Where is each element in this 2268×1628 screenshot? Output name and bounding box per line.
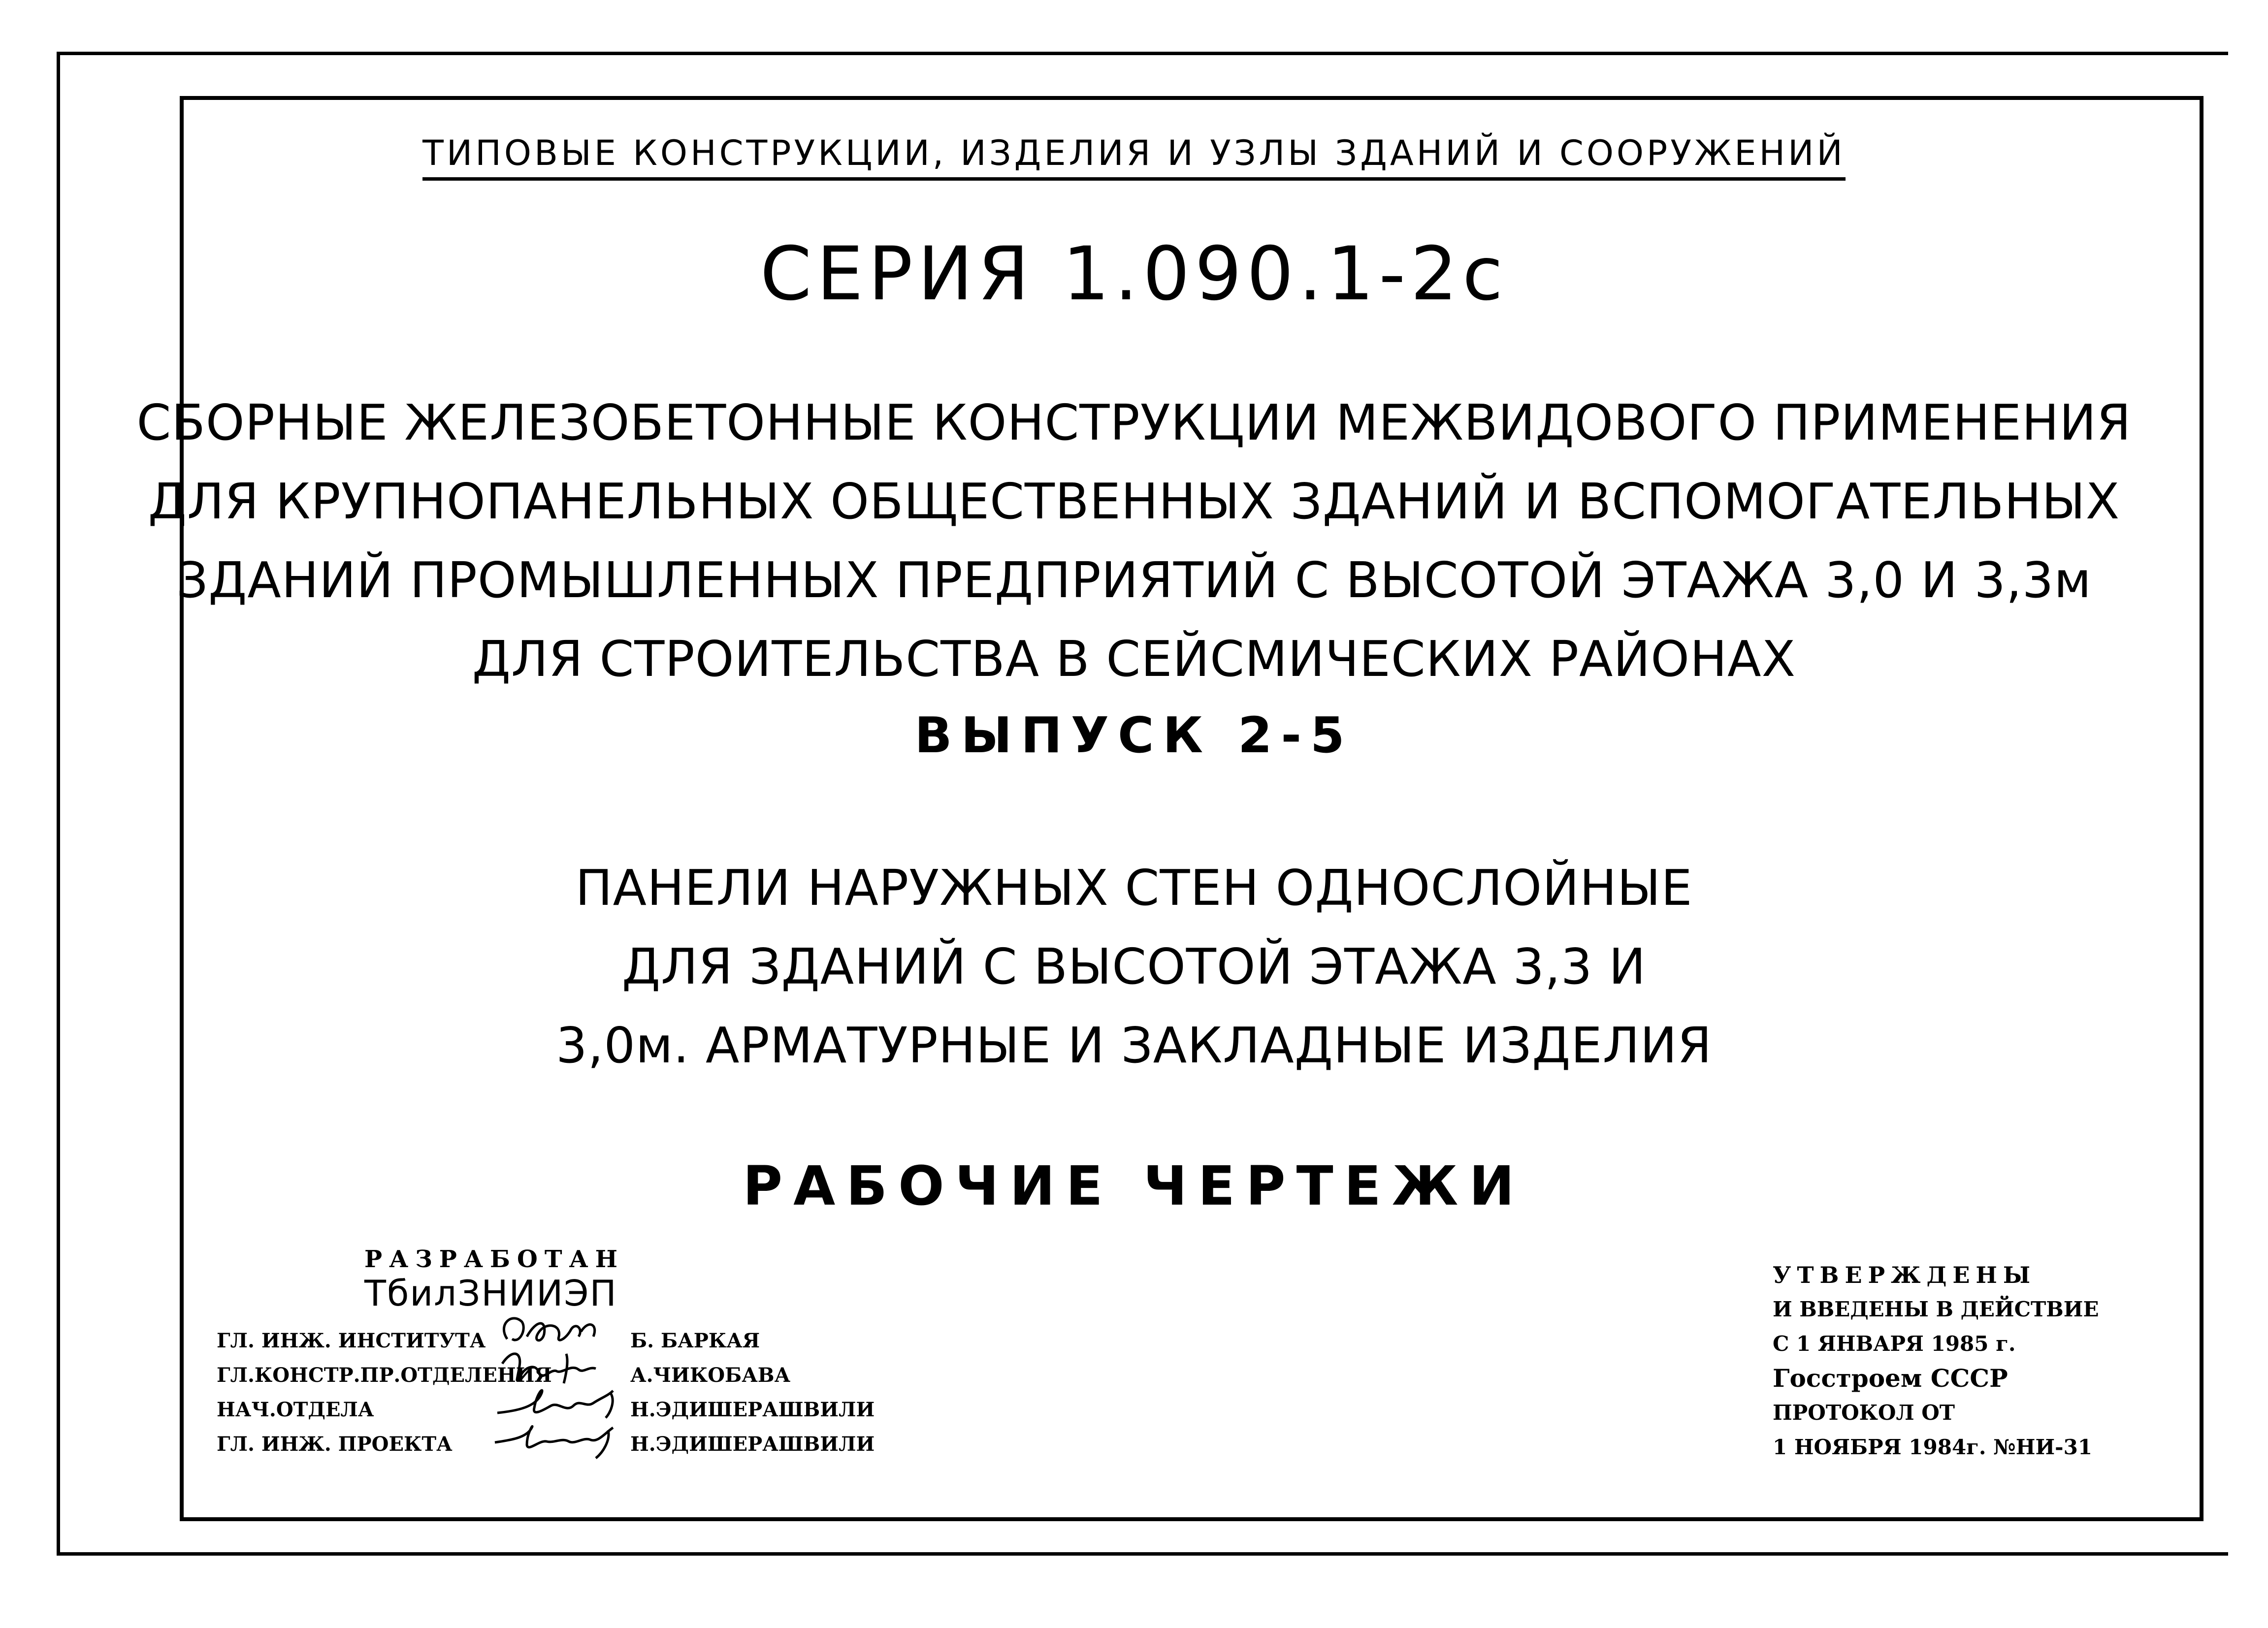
staff-name: А.ЧИКОБАВА: [630, 1364, 791, 1387]
description-line-2: ДЛЯ КРУПНОПАНЕЛЬНЫХ ОБЩЕСТВЕННЫХ ЗДАНИЙ И ВСПОМОГАТЕЛЬНЫХ: [148, 473, 2120, 530]
issue-label: ВЫПУСК 2-5: [914, 706, 1354, 764]
staff-role: ГЛ. ИНЖ. ИНСТИТУТА: [217, 1329, 486, 1352]
developer-heading: РАЗРАБОТАН: [364, 1245, 624, 1273]
developer-organization: ТбилЗНИИЭП: [364, 1273, 617, 1314]
staff-name: Б. БАРКАЯ: [630, 1329, 760, 1352]
document-kind: РАБОЧИЕ ЧЕРТЕЖИ: [743, 1154, 1525, 1217]
approval-line: И ВВЕДЕНЫ В ДЕЙСТВИЕ: [1773, 1297, 2099, 1321]
subject-line-1: ПАНЕЛИ НАРУЖНЫХ СТЕН ОДНОСЛОЙНЫЕ: [575, 859, 1693, 917]
header-title: [0, 133, 2268, 173]
staff-role: ГЛ.КОНСТР.ПР.ОТДЕЛЕНИЯ: [217, 1364, 552, 1387]
header-title-text: ТИПОВЫЕ КОНСТРУКЦИИ, ИЗДЕЛИЯ И УЗЛЫ ЗДАНИЙ И СООРУЖЕНИЙ: [422, 133, 1846, 181]
approval-heading: УТВЕРЖДЕНЫ: [1773, 1262, 2037, 1288]
approval-line: Госстроем СССР: [1773, 1364, 2008, 1393]
staff-name: Н.ЭДИШЕРАШВИЛИ: [630, 1398, 875, 1421]
approval-line: ПРОТОКОЛ ОТ: [1773, 1401, 1955, 1425]
description-line-1: СБОРНЫЕ ЖЕЛЕЗОБЕТОННЫЕ КОНСТРУКЦИИ МЕЖВИДОВОГО ПРИМЕНЕНИЯ: [136, 394, 2132, 451]
approval-line: 1 НОЯБРЯ 1984г. №НИ-31: [1773, 1435, 2093, 1459]
staff-name: Н.ЭДИШЕРАШВИЛИ: [630, 1433, 875, 1456]
approval-line: С 1 ЯНВАРЯ 1985 г.: [1773, 1332, 2016, 1356]
description-line-4: ДЛЯ СТРОИТЕЛЬСТВА В СЕЙСМИЧЕСКИХ РАЙОНАХ: [472, 630, 1796, 688]
signature-mark: [492, 1413, 625, 1460]
subject-line-2: ДЛЯ ЗДАНИЙ С ВЫСОТОЙ ЭТАЖА 3,3 И: [621, 938, 1647, 995]
staff-role: ГЛ. ИНЖ. ПРОЕКТА: [217, 1433, 453, 1456]
subject-line-3: 3,0м. АРМАТУРНЫЕ И ЗАКЛАДНЫЕ ИЗДЕЛИЯ: [555, 1017, 1713, 1074]
staff-role: НАЧ.ОТДЕЛА: [217, 1398, 374, 1421]
approval-block: [1773, 1258, 2099, 1465]
series-title: СЕРИЯ 1.090.1-2с: [760, 231, 1508, 317]
description-line-3: ЗДАНИЙ ПРОМЫШЛЕННЫХ ПРЕДПРИЯТИЙ С ВЫСОТОЙ ЭТАЖА 3,0 И 3,3м: [176, 551, 2092, 609]
